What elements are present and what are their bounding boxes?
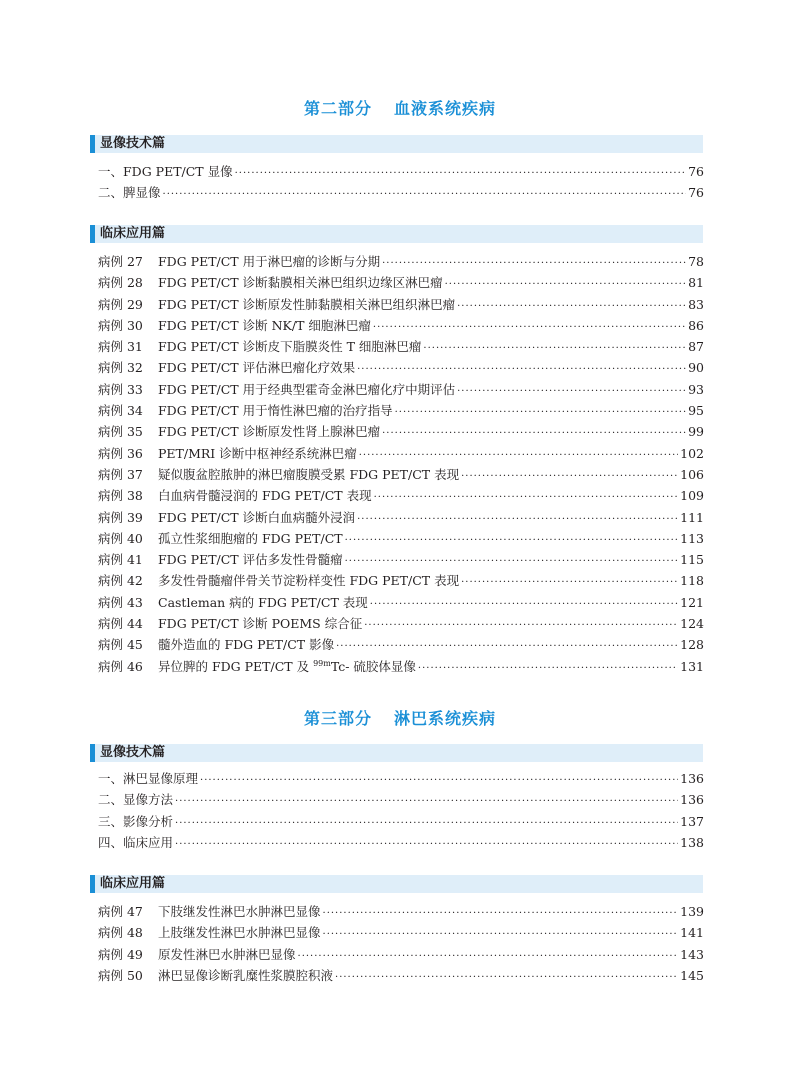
toc-title: FDG PET/CT 诊断皮下脂膜炎性 T 细胞淋巴瘤: [158, 339, 422, 355]
section-accent-bar: [90, 135, 95, 153]
toc-entry[interactable]: [98, 251, 704, 272]
case-number: 病例 47: [98, 904, 143, 919]
case-number: 病例 48: [98, 925, 143, 941]
section-accent-bar: [90, 225, 95, 243]
leader-dots: [382, 423, 686, 444]
toc-page-number: 131: [680, 658, 704, 674]
toc-entry[interactable]: [98, 789, 704, 810]
toc-title: FDG PET/CT 用于经典型霍奇金淋巴瘤化疗中期评估: [158, 381, 456, 397]
leader-dots: [175, 813, 678, 834]
leader-dots: [175, 791, 678, 812]
toc-title: 下肢继发性淋巴水肿淋巴显像: [158, 904, 321, 919]
case-number: 病例 41: [98, 552, 143, 568]
toc-title: FDG PET/CT 评估多发性骨髓瘤: [158, 552, 343, 568]
toc-entry[interactable]: [98, 272, 704, 293]
toc-entry[interactable]: [98, 485, 704, 506]
toc-title: FDG PET/CT 用于淋巴瘤的诊断与分期: [158, 254, 381, 269]
part3-number: 第三部分: [303, 709, 372, 728]
toc-entry[interactable]: [98, 294, 704, 315]
section-accent-bar: [90, 875, 95, 893]
case-number: 病例 39: [98, 509, 143, 525]
toc-title: PET/MRI 诊断中枢神经系统淋巴瘤: [158, 445, 357, 461]
leader-dots: [323, 903, 679, 924]
toc-title: 二、显像方法: [98, 792, 174, 808]
toc-entry[interactable]: [98, 400, 704, 421]
part3-name: 淋巴系统疾病: [394, 709, 497, 728]
case-number: 病例 36: [98, 445, 143, 461]
case-number: 病例 29: [98, 296, 143, 312]
toc-entry[interactable]: [98, 592, 704, 613]
case-number: 病例 42: [98, 573, 143, 589]
toc-page-number: 136: [680, 771, 704, 786]
leader-dots: [336, 636, 678, 657]
leader-dots: [175, 834, 678, 855]
toc-entry[interactable]: [98, 379, 704, 400]
toc-title: FDG PET/CT 诊断原发性肾上腺淋巴瘤: [158, 424, 381, 440]
leader-dots: [445, 274, 686, 295]
toc-page-number: 76: [688, 164, 704, 179]
leader-dots: [418, 658, 678, 679]
toc-title-post: Tc- 硫胶体显像: [330, 658, 416, 674]
part2-name: 血液系统疾病: [394, 99, 497, 118]
case-number: 病例 45: [98, 637, 143, 653]
toc-page-number: 141: [680, 925, 704, 941]
toc-title: FDG PET/CT 用于惰性淋巴瘤的治疗指导: [158, 403, 393, 419]
section-header-clinical: [90, 875, 703, 893]
case-number: 病例 34: [98, 403, 143, 419]
leader-dots: [298, 946, 679, 967]
toc-page-number: 145: [680, 967, 704, 983]
toc-page-number: 128: [680, 637, 704, 653]
toc-list-part2-clinical: [98, 251, 704, 677]
leader-dots: [461, 572, 678, 593]
toc-title: 一、FDG PET/CT 显像: [98, 164, 233, 179]
toc-list-part3-imaging: [98, 768, 704, 853]
toc-page-number: 95: [688, 403, 704, 419]
toc-page-number: 93: [688, 381, 704, 397]
case-number: 病例 46: [98, 658, 143, 674]
case-number: 病例 40: [98, 530, 143, 546]
section-header-imaging: [90, 135, 703, 153]
leader-dots: [461, 466, 678, 487]
toc-title: 疑似腹盆腔脓肿的淋巴瘤腹膜受累 FDG PET/CT 表现: [158, 466, 460, 482]
toc-page-number: 113: [680, 530, 704, 546]
toc-page-number: 76: [688, 185, 704, 201]
case-number: 病例 28: [98, 275, 143, 291]
section-heading: 显像技术篇: [100, 136, 166, 151]
leader-dots: [395, 402, 686, 423]
toc-page-number: 118: [680, 573, 704, 589]
toc-title: 淋巴显像诊断乳糜性浆膜腔积液: [158, 967, 334, 983]
toc-title: 原发性淋巴水肿淋巴显像: [158, 946, 296, 962]
leader-dots: [235, 163, 686, 184]
toc-entry[interactable]: [98, 528, 704, 549]
section-accent-bar: [90, 744, 95, 762]
leader-dots: [373, 317, 686, 338]
toc-page-number: 109: [680, 488, 704, 504]
toc-page-number: 78: [688, 254, 704, 269]
leader-dots: [323, 924, 679, 945]
section-header-clinical: [90, 225, 703, 243]
toc-entry[interactable]: [98, 768, 704, 789]
case-number: 病例 30: [98, 317, 143, 333]
toc-entry[interactable]: [98, 944, 704, 965]
toc-entry[interactable]: [98, 357, 704, 378]
leader-dots: [370, 594, 678, 615]
toc-entry[interactable]: [98, 656, 704, 677]
toc-page-number: 138: [680, 834, 704, 850]
toc-page-number: 137: [680, 813, 704, 829]
toc-entry[interactable]: [98, 811, 704, 832]
case-number: 病例 27: [98, 254, 143, 269]
leader-dots: [382, 253, 686, 274]
toc-title: 白血病骨髓浸润的 FDG PET/CT 表现: [158, 488, 372, 504]
leader-dots: [163, 184, 687, 205]
case-number: 病例 31: [98, 339, 143, 355]
toc-page-number: 106: [680, 466, 704, 482]
toc-entry[interactable]: [98, 634, 704, 655]
toc-title: FDG PET/CT 诊断 NK/T 细胞淋巴瘤: [158, 317, 371, 333]
leader-dots: [200, 770, 678, 791]
leader-dots: [423, 338, 686, 359]
toc-title: FDG PET/CT 诊断黏膜相关淋巴组织边缘区淋巴瘤: [158, 275, 443, 291]
case-number: 病例 37: [98, 466, 143, 482]
toc-title: 上肢继发性淋巴水肿淋巴显像: [158, 925, 321, 941]
toc-entry[interactable]: [98, 161, 704, 182]
case-number: 病例 49: [98, 946, 143, 962]
toc-entry[interactable]: [98, 315, 704, 336]
case-number: 病例 38: [98, 488, 143, 504]
toc-title: 多发性骨髓瘤伴骨关节淀粉样变性 FDG PET/CT 表现: [158, 573, 460, 589]
leader-dots: [357, 509, 678, 530]
toc-page-number: 115: [680, 552, 704, 568]
toc-entry[interactable]: [98, 613, 704, 634]
toc-page-number: 121: [680, 594, 704, 610]
toc-title: FDG PET/CT 评估淋巴瘤化疗效果: [158, 360, 356, 376]
case-number: 病例 44: [98, 616, 143, 632]
toc-entry[interactable]: [98, 832, 704, 853]
toc-page-number: 102: [680, 445, 704, 461]
toc-entry[interactable]: [98, 182, 704, 203]
toc-page-number: 143: [680, 946, 704, 962]
leader-dots: [457, 381, 686, 402]
toc-title: 三、影像分析: [98, 813, 174, 829]
toc-list-part2-imaging: [98, 161, 704, 204]
toc-entry[interactable]: [98, 549, 704, 570]
leader-dots: [345, 551, 679, 572]
section-header-imaging: [90, 744, 703, 762]
toc-title: 二、脾显像: [98, 185, 161, 201]
toc-page-number: 86: [688, 317, 704, 333]
section-heading: 临床应用篇: [100, 876, 166, 891]
leader-dots: [457, 296, 686, 317]
toc-page-number: 90: [688, 360, 704, 376]
toc-title: 一、淋巴显像原理: [98, 771, 199, 786]
toc-title: 四、临床应用: [98, 834, 174, 850]
toc-page-number: 139: [680, 904, 704, 919]
leader-dots: [357, 359, 686, 380]
toc-entry[interactable]: [98, 901, 704, 922]
toc-title: FDG PET/CT 诊断原发性肺黏膜相关淋巴组织淋巴瘤: [158, 296, 456, 312]
leader-dots: [345, 530, 679, 551]
isotope-superscript: 99m: [313, 658, 331, 668]
case-number: 病例 43: [98, 594, 143, 610]
leader-dots: [364, 615, 678, 636]
toc-title: [158, 656, 416, 677]
section-heading: 临床应用篇: [100, 226, 166, 241]
toc-page-number: 87: [688, 339, 704, 355]
toc-entry[interactable]: [98, 965, 704, 986]
toc-title: 孤立性浆细胞瘤的 FDG PET/CT: [158, 530, 343, 546]
part3-title: [0, 706, 800, 729]
section-heading: 显像技术篇: [100, 745, 166, 760]
toc-title: FDG PET/CT 诊断白血病髓外浸润: [158, 509, 356, 525]
toc-title: Castleman 病的 FDG PET/CT 表现: [158, 594, 368, 610]
toc-entry[interactable]: [98, 507, 704, 528]
toc-title: 髓外造血的 FDG PET/CT 影像: [158, 637, 335, 653]
toc-entry[interactable]: [98, 570, 704, 591]
toc-entry[interactable]: [98, 922, 704, 943]
toc-entry[interactable]: [98, 443, 704, 464]
leader-dots: [359, 445, 678, 466]
toc-page-number: 81: [688, 275, 704, 291]
toc-entry[interactable]: [98, 464, 704, 485]
part2-title: [0, 96, 800, 119]
toc-entry[interactable]: [98, 421, 704, 442]
toc-title-pre: 异位脾的 FDG PET/CT 及: [158, 658, 314, 674]
case-number: 病例 50: [98, 967, 143, 983]
toc-page-number: 124: [680, 616, 704, 632]
toc-page-number: 99: [688, 424, 704, 440]
toc-title: FDG PET/CT 诊断 POEMS 综合征: [158, 616, 363, 632]
case-number: 病例 35: [98, 424, 143, 440]
case-number: 病例 32: [98, 360, 143, 376]
part2-number: 第二部分: [303, 99, 372, 118]
leader-dots: [335, 967, 678, 988]
toc-page-number: 136: [680, 792, 704, 808]
case-number: 病例 33: [98, 381, 143, 397]
toc-list-part3-clinical: [98, 901, 704, 986]
leader-dots: [374, 487, 679, 508]
toc-page-number: 83: [688, 296, 704, 312]
toc-page-number: 111: [680, 509, 704, 525]
toc-entry[interactable]: [98, 336, 704, 357]
